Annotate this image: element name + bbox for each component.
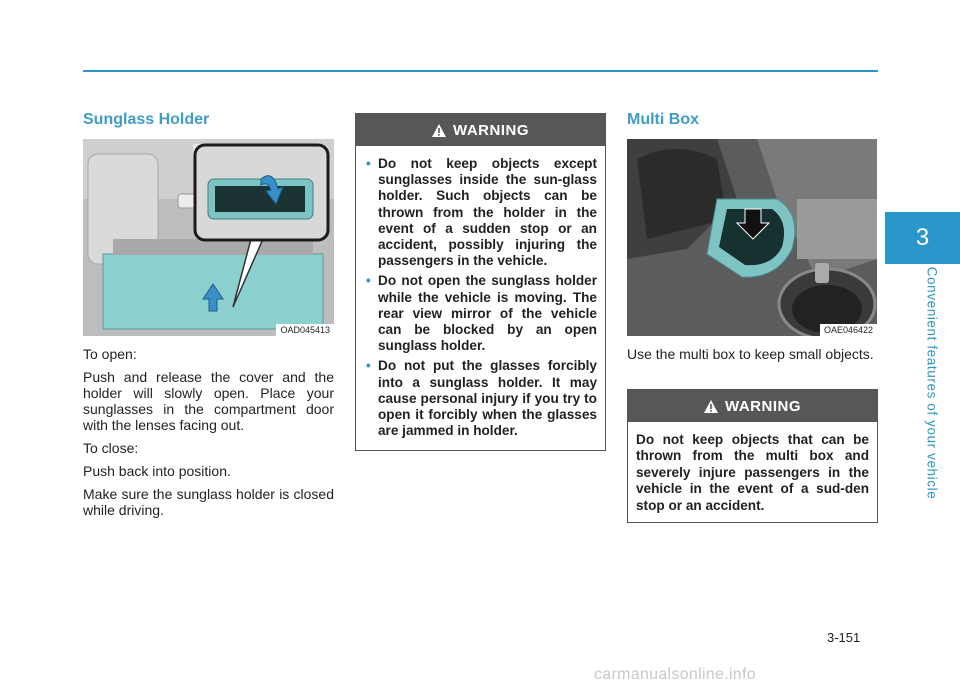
page-number: 3-151: [827, 630, 861, 645]
multi-box-heading: Multi Box: [627, 111, 699, 128]
warning-item: • Do not put the glasses forcibly into a sunglass holder. It may cause personal injury if you try to open it forcibly when the glasses are jammed in holder.: [366, 358, 597, 439]
paragraph: Push back into position.: [83, 463, 231, 479]
warning-header: [628, 390, 877, 422]
paragraph: To open:: [83, 346, 137, 362]
paragraph: Use the multi box to keep small objects.: [627, 346, 874, 362]
paragraph: Push and release the cover and the holder will slowly open. Place your sunglasses in the compartment door with the lenses facing out.: [83, 369, 334, 433]
multi-box-warning-box: [627, 389, 878, 523]
paragraph: To close:: [83, 440, 139, 456]
sunglass-holder-heading: Sunglass Holder: [83, 111, 210, 128]
sunglass-holder-text: [83, 346, 334, 525]
warning-item: • Do not keep objects except sunglasses inside the sun-glass holder. Such objects can be thrown from the holder in the event of a sudden stop or an accident, possibly injuring the passengers in the vehicle.: [366, 156, 597, 269]
chapter-title: Convenient features of your vehicle: [924, 266, 940, 500]
warning-text: Do not keep objects that can be thrown from the multi box and severely injure passengers in the vehicle in the event of a sud-den stop or an accident.: [636, 432, 869, 513]
photo-code: OAD045413: [276, 324, 334, 336]
sunglass-warning-box: [355, 113, 606, 451]
multi-box-illustration: [627, 139, 877, 336]
multi-box-photo: [627, 139, 877, 336]
paragraph: Make sure the sunglass holder is closed while driving.: [83, 486, 334, 518]
warning-triangle-icon: [432, 124, 446, 137]
sunglass-holder-photo: [83, 139, 334, 336]
chapter-side-title: [922, 268, 942, 498]
warning-title: WARNING: [453, 121, 529, 139]
top-rule: [83, 70, 878, 72]
warning-title: WARNING: [725, 397, 801, 415]
warning-header: [356, 114, 605, 146]
sunglass-holder-illustration: [83, 139, 334, 336]
watermark[interactable]: carmanualsonline.info: [594, 666, 756, 683]
photo-code: OAE046422: [820, 324, 877, 336]
warning-list: [356, 146, 605, 451]
chapter-tab: [885, 212, 960, 264]
chapter-number: 3: [915, 224, 930, 251]
warning-item: • Do not open the sunglass holder while the vehicle is moving. The rear view mirror of the vehicle can be blocked by an open sunglass holder.: [366, 273, 597, 354]
warning-triangle-icon: [704, 400, 718, 413]
multi-box-text: [627, 346, 877, 369]
